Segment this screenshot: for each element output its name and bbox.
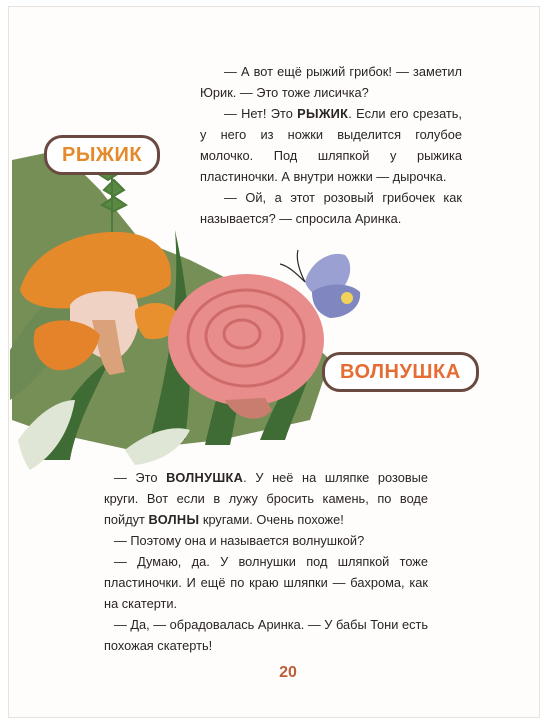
paragraph [104, 467, 428, 530]
butterfly-spot [341, 292, 353, 304]
paragraph: — Ой, а этот розовый грибочек как называется? — спросила Аринка. [200, 190, 462, 226]
paragraph: — Да, — обрадовалась Аринка. — У бабы Тони есть похожая скатерть! [104, 617, 428, 653]
bold-term-ryzhik: РЫЖИК [297, 106, 349, 121]
text-span: . У неё на шляпке розовые круги. Вот если в лужу бросить камень, по воде пойдут [104, 470, 428, 527]
text-block-bottom [104, 467, 428, 656]
paragraph [200, 103, 462, 187]
ryzhik-label: РЫЖИК [44, 135, 160, 175]
paragraph: — А вот ещё рыжий грибок! — заметил Юрик. — Это тоже лисичка? [200, 64, 462, 100]
bold-term-volnushka: ВОЛНУШКА [166, 470, 244, 485]
text-span: — Это [114, 470, 167, 485]
butterfly-antenna [280, 250, 305, 282]
bold-term-volny: ВОЛНЫ [148, 512, 200, 527]
paragraph: — Думаю, да. У волнушки под шляпкой тоже пластиночки. И ещё по краю шляпки — бахрома, как на скатерти. [104, 554, 428, 611]
text-span: . Если его срезать, у него из ножки выделится голубое молочко. Под шляпкой у рыжика пластиночки. А внутри ножки — дырочка. [200, 106, 462, 184]
volnushka-label: ВОЛНУШКА [322, 352, 479, 392]
text-span: — Нет! Это [224, 106, 298, 121]
text-span: кругами. Очень похоже! [199, 512, 344, 527]
text-block-top [200, 61, 462, 229]
paragraph: — Поэтому она и называется волнушкой? [114, 533, 365, 548]
page-number: 20 [279, 664, 297, 681]
butterfly-wing-front [312, 285, 360, 319]
